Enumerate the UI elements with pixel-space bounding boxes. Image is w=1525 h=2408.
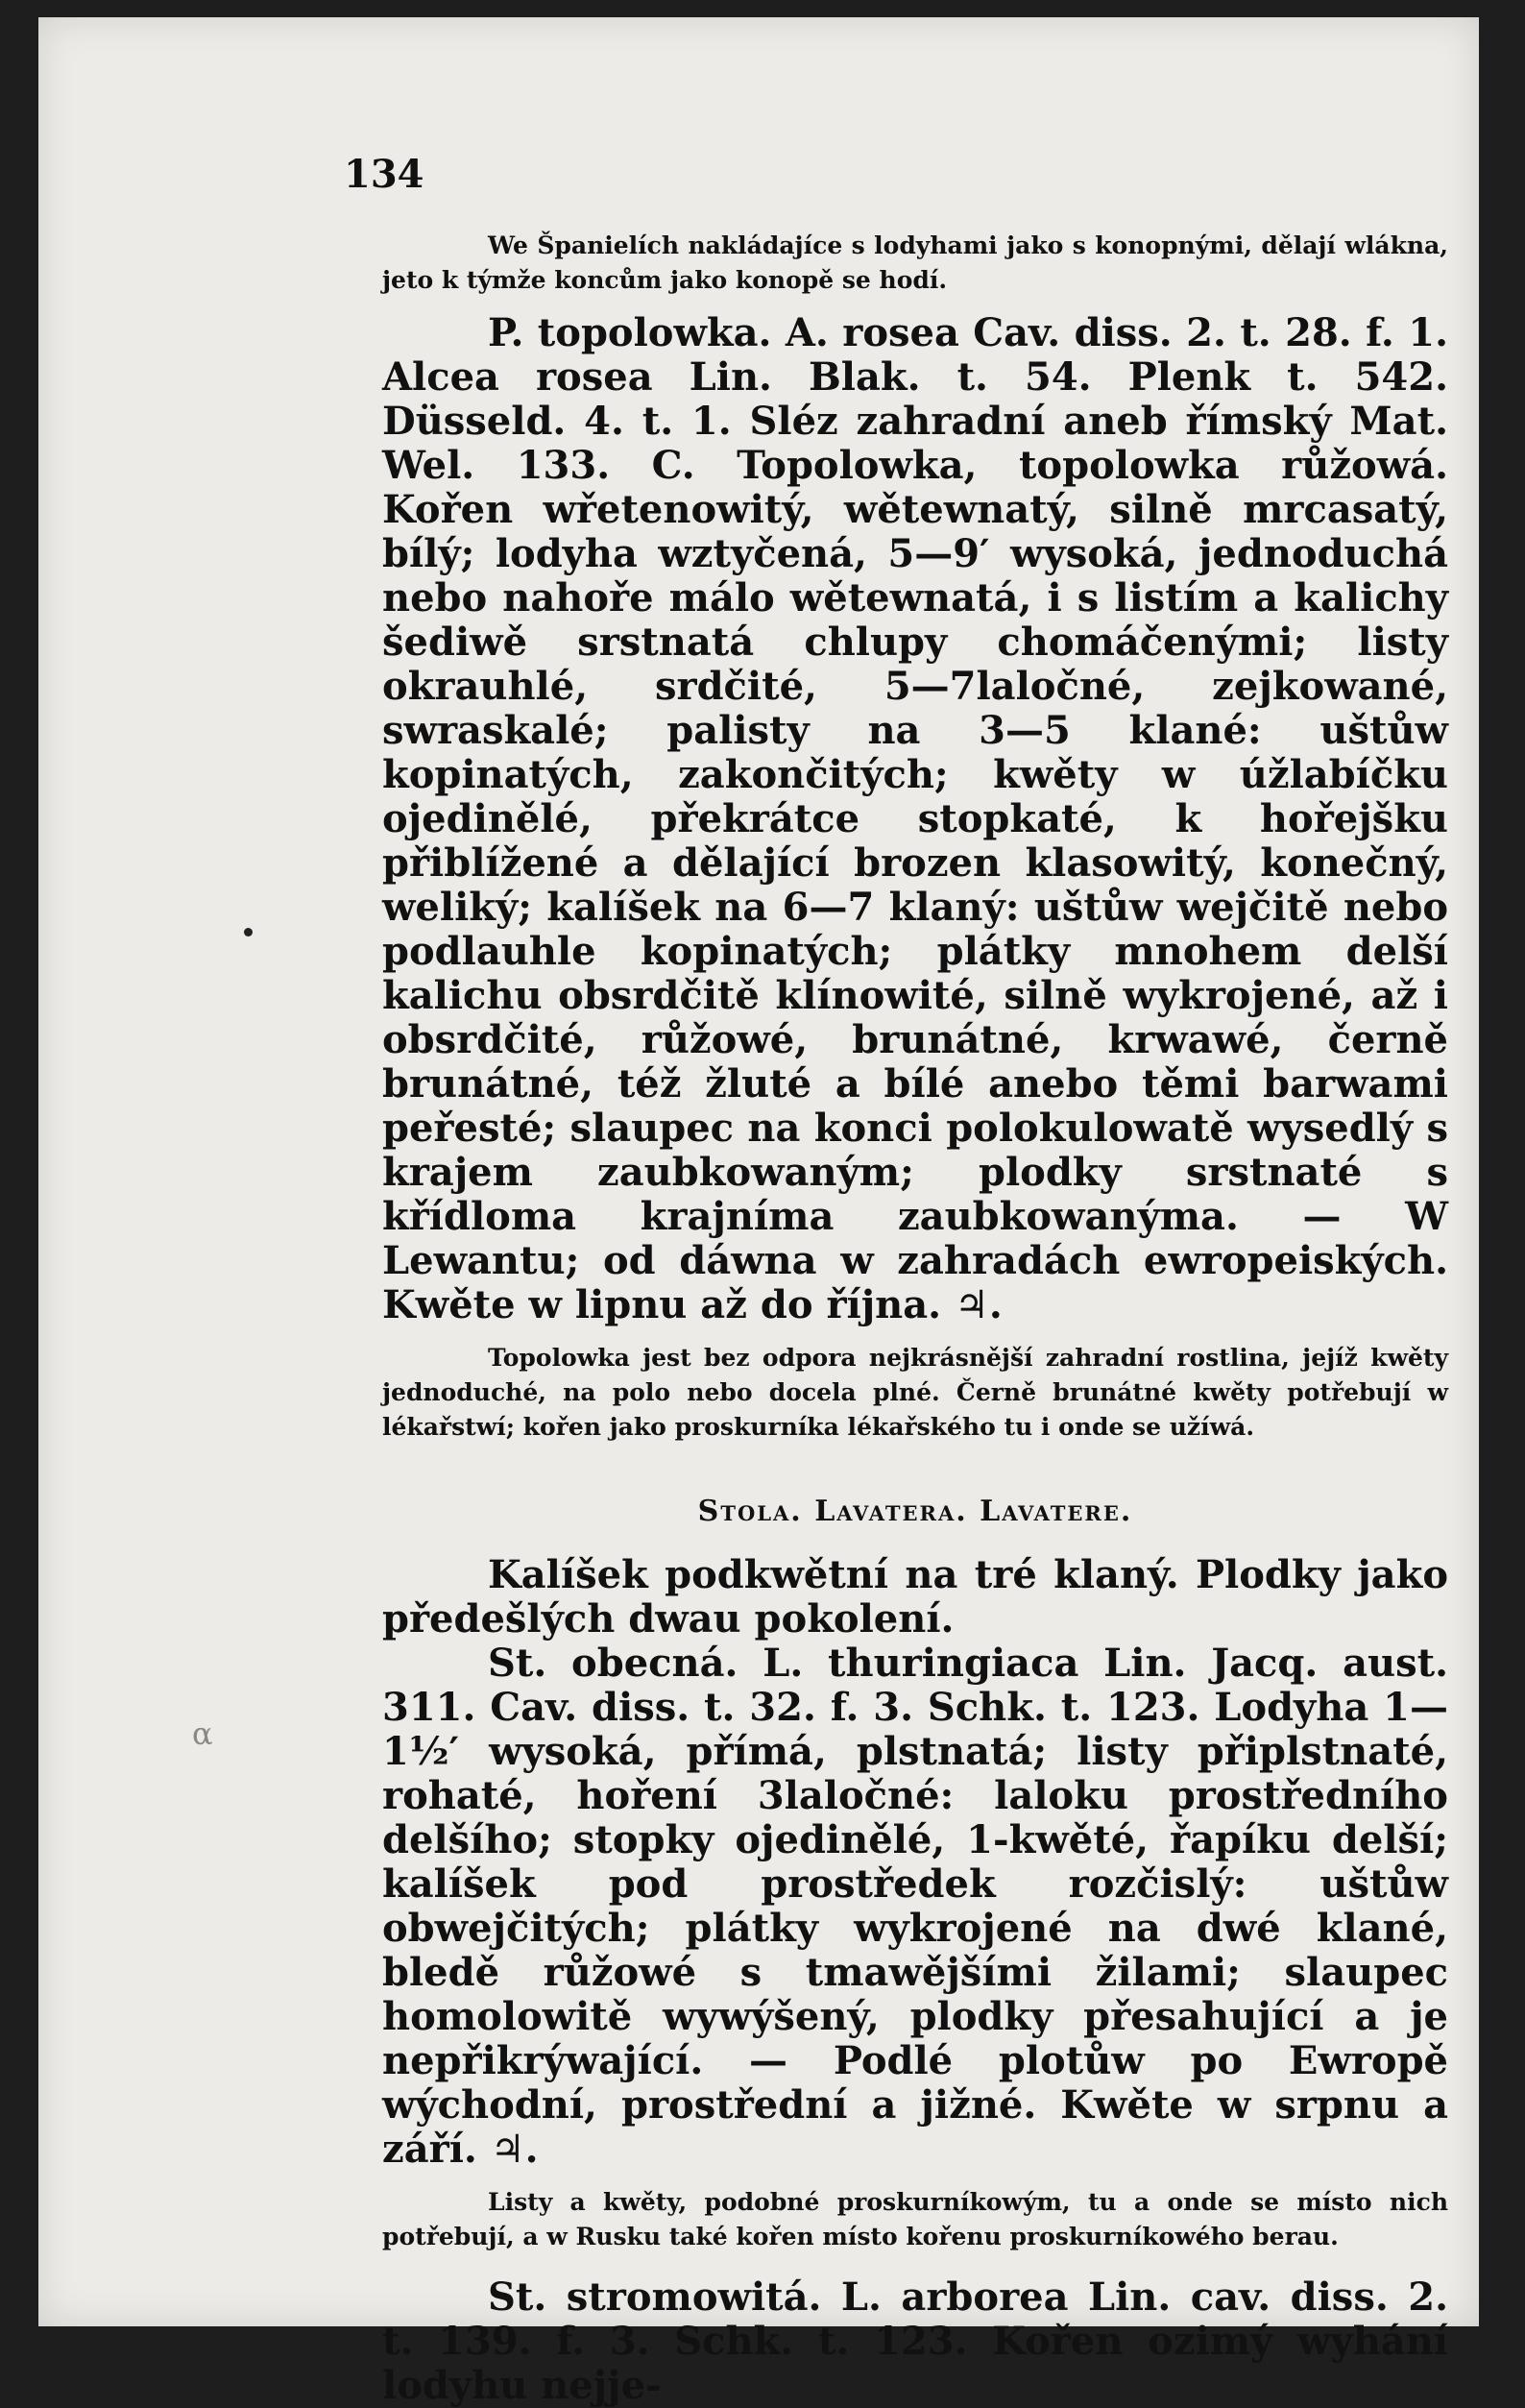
entry-stola-stromowita: St. stromowitá. L. arborea Lin. cav. diss. 2. t. 139. f. 3. Schk. t. 123. Kořen ozimý wyhání lodyhu nejje- (382, 2274, 1448, 2408)
genus-heading: Stola. Lavatera. Lavatere. (697, 1495, 1133, 1528)
entry-stola-obecna: St. obecná. L. thuringiaca Lin. Jacq. aust. 311. Cav. diss. t. 32. f. 3. Schk. t. 123. Lodyha 1—1½′ wysoká, přímá, plstnatá; listy připlstnaté, rohaté, hoření 3laločné: laloku prostředního delšího; stopky ojedinělé, 1-kwěté, řapíku delší; kalíšek pod prostředek rozčislý: uštůw obwejčitých; plátky wykrojené na dwé klané, bledě růžowé s tmawějšími žilami; slaupec homolowitě wywýšený, plodky přesahující a je nepřikrýwající. — Podlé plotůw po Ewropě wýchodní, prostřední a jižné. Kwěte w srpnu a září. ♃. (382, 1641, 1448, 2172)
genus-description: Kalíšek podkwětní na tré klaný. Plodky jako předešlých dwau pokolení. (382, 1552, 1448, 1642)
margin-dot (244, 928, 253, 936)
book-page (38, 17, 1479, 2408)
margin-pencil-mark: α (192, 1715, 213, 1752)
note-stola-obecna: Listy a kwěty, podobné proskurníkowým, tu a onde se místo nich potřebují, a w Rusku také kořen místo kořenu proskurníkowého berau. (382, 2188, 1448, 2250)
entry-topolowka: P. topolowka. A. rosea Cav. diss. 2. t. 28. f. 1. Alcea rosea Lin. Blak. t. 54. Plenk t. 542. Düsseld. 4. t. 1. Sléz zahradní aneb římský Mat. Wel. 133. C. Topolowka, topolowka růžowá. Kořen wřetenowitý, wětewnatý, silně mrcasatý, bílý; lodyha wztyčená, 5—9′ wysoká, jednoduchá nebo nahoře málo wětewnatá, i s listím a kalichy šediwě srstnatá chlupy chomáčenými; listy okrauhlé, srdčité, 5—7laločné, zejkowané, swraskalé; palisty na 3—5 klané: uštůw kopinatých, zakončitých; kwěty w úžlabíčku ojedinělé, překrátce stopkaté, k hořejšku přiblížené a dělající brozen klasowitý, konečný, weliký; kalíšek na 6—7 klaný: uštůw wejčitě nebo podlauhle kopinatých; plátky mnohem delší kalichu obsrdčitě klínowité, silně wykrojené, až i obsrdčité, růžowé, brunátné, krwawé, černě brunátné, též žluté a bílé anebo těmi barwami peřesté; slaupec na konci polokulowatě wysedlý s krajem zaubkowaným; plodky srstnaté s křídloma krajníma zaubkowanýma. — W Lewantu; od dáwna w zahradách ewropeiských. Kwěte w lipnu až do října. ♃. (382, 310, 1448, 1327)
page-text (382, 229, 1448, 2408)
note-topolowka: Topolowka jest bez odpora nejkrásnější zahradní rostlina, jejíž kwěty jednoduché, na polo nebo docela plné. Černě brunátné kwěty potřebují w lékařstwí; kořen jako proskurníka lékařského tu i onde se užíwá. (382, 1344, 1448, 1441)
note-spain-fibers: We Španielích nakládajíce s lodyhami jako s konopnými, dělají wlákna, jeto k týmže koncům jako konopě se hodí. (382, 231, 1448, 294)
page-number: 134 (344, 152, 424, 197)
